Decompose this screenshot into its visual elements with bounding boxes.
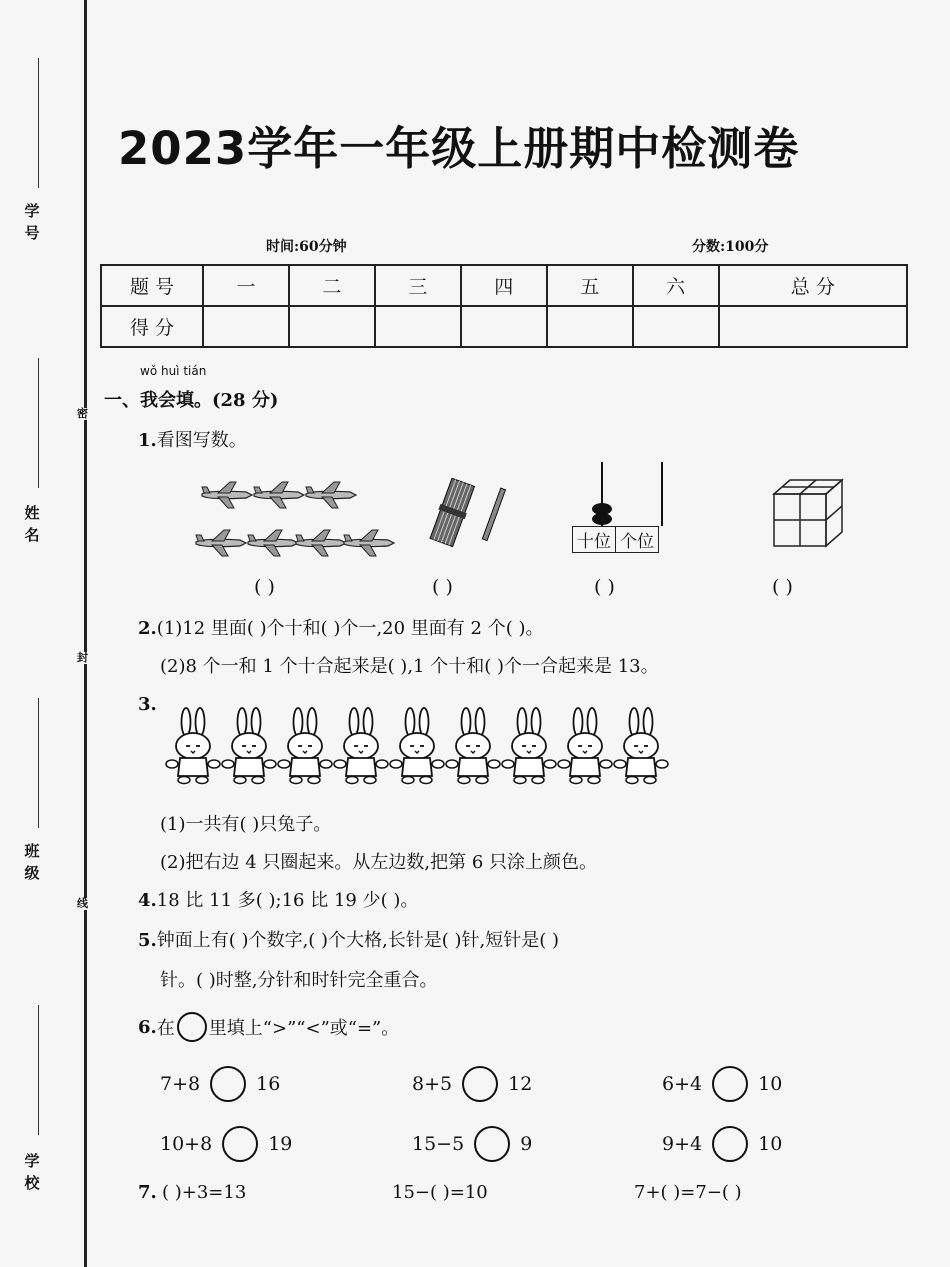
seal-char-feng: 封 <box>77 651 88 664</box>
compare-right: 9 <box>520 1133 533 1155</box>
question-text-before: 在 <box>156 1018 175 1039</box>
question-5-line-2: 针。( )时整,分针和时针完全重合。 <box>160 970 438 991</box>
question-3-line-1: (1)一共有( )只兔子。 <box>160 814 332 835</box>
section-pinyin: wǒ huì tián <box>140 364 207 378</box>
score-blank-cell[interactable] <box>375 306 461 347</box>
answer-blank[interactable]: ( ) <box>594 576 615 598</box>
compare-left: 7+8 <box>160 1073 201 1095</box>
question-number: 1. <box>138 430 157 451</box>
score-header-cell: 题 号 <box>101 265 203 306</box>
score-header-cell: 三 <box>375 265 461 306</box>
abacus-picture <box>572 460 690 532</box>
question-number: 5. <box>138 930 157 951</box>
compare-circle-blank[interactable] <box>712 1066 748 1102</box>
compare-circle-blank[interactable] <box>210 1066 246 1102</box>
compare-item <box>662 1066 782 1102</box>
section-heading: 一、我会填。(28 分) <box>104 390 279 411</box>
equation-blank[interactable]: 7+( )=7−( ) <box>634 1182 742 1203</box>
compare-circle-blank[interactable] <box>712 1126 748 1162</box>
question-2-line-1 <box>138 614 543 640</box>
question-text-after: 里填上“>”“<”或“=”。 <box>208 1018 400 1039</box>
student-no-label: 学 号 <box>24 202 40 242</box>
question-5-line-1 <box>138 926 559 952</box>
sticks-bundle-picture <box>426 478 516 548</box>
compare-item <box>662 1126 782 1162</box>
seal-char-xian: 线 <box>77 897 88 910</box>
compare-left: 10+8 <box>160 1133 213 1155</box>
compare-item <box>412 1126 532 1162</box>
question-6 <box>138 1012 399 1042</box>
cubes-picture <box>770 476 848 550</box>
compare-circle-blank[interactable] <box>462 1066 498 1102</box>
question-text: 看图写数。 <box>156 430 247 451</box>
school-blank-line <box>38 1005 39 1135</box>
abacus-base <box>572 526 659 553</box>
score-table-header-row <box>101 265 907 306</box>
circle-icon <box>177 1012 207 1042</box>
compare-left: 8+5 <box>412 1073 453 1095</box>
question-number: 3. <box>138 694 157 715</box>
answer-blank[interactable]: ( ) <box>432 576 453 598</box>
class-blank-line <box>38 698 39 828</box>
abacus-tens-label: 十位 <box>573 527 616 552</box>
score-header-cell: 一 <box>203 265 289 306</box>
question-7 <box>138 1182 157 1203</box>
score-header-cell: 总 分 <box>719 265 907 306</box>
page-title: 2023学年一年级上册期中检测卷 <box>118 122 800 175</box>
question-2-line-2: (2)8 个一和 1 个十合起来是( ),1 个十和( )个一合起来是 13。 <box>160 656 659 677</box>
compare-circle-blank[interactable] <box>222 1126 258 1162</box>
equation-blank[interactable]: ( )+3=13 <box>162 1182 247 1203</box>
question-text: 18 比 11 多( );16 比 19 少( )。 <box>156 890 419 911</box>
equation-blank[interactable]: 15−( )=10 <box>392 1182 488 1203</box>
question-number: 6. <box>138 1016 157 1038</box>
student-no-blank-line <box>38 58 39 188</box>
score-blank-cell[interactable] <box>719 306 907 347</box>
question-number: 2. <box>138 618 157 639</box>
score-header-cell: 五 <box>547 265 633 306</box>
seal-char-mi: 密 <box>77 407 88 420</box>
answer-blank[interactable]: ( ) <box>254 576 275 598</box>
score-blank-cell[interactable] <box>633 306 719 347</box>
compare-circle-blank[interactable] <box>474 1126 510 1162</box>
score-header-cell: 六 <box>633 265 719 306</box>
score-row-label: 得 分 <box>101 306 203 347</box>
class-label: 班 级 <box>24 842 40 882</box>
question-text: (1)12 里面( )个十和( )个一,20 里面有 2 个( )。 <box>156 618 544 639</box>
score-blank-cell[interactable] <box>547 306 633 347</box>
compare-right: 10 <box>758 1133 783 1155</box>
compare-left: 15−5 <box>412 1133 465 1155</box>
score-table-score-row <box>101 306 907 347</box>
abacus-ones-label: 个位 <box>620 532 654 552</box>
score-table <box>100 264 908 348</box>
score-blank-cell[interactable] <box>461 306 547 347</box>
score-blank-cell[interactable] <box>289 306 375 347</box>
question-1 <box>138 426 247 452</box>
name-blank-line <box>38 358 39 488</box>
time-limit: 时间:60分钟 <box>266 239 347 255</box>
question-4 <box>138 886 418 912</box>
question-number: 7. <box>138 1182 157 1203</box>
compare-right: 10 <box>758 1073 783 1095</box>
compare-right: 12 <box>508 1073 533 1095</box>
airplanes-picture <box>190 476 400 572</box>
binding-margin-line <box>84 0 87 1267</box>
score-blank-cell[interactable] <box>203 306 289 347</box>
compare-item <box>160 1126 292 1162</box>
compare-right: 16 <box>256 1073 281 1095</box>
compare-left: 6+4 <box>662 1073 703 1095</box>
compare-left: 9+4 <box>662 1133 703 1155</box>
score-header-cell: 二 <box>289 265 375 306</box>
question-number: 4. <box>138 890 157 911</box>
score-header-cell: 四 <box>461 265 547 306</box>
compare-item <box>412 1066 532 1102</box>
total-score: 分数:100分 <box>692 239 769 255</box>
question-text: 钟面上有( )个数字,( )个大格,长针是( )针,短针是( ) <box>156 930 560 951</box>
school-label: 学 校 <box>24 1152 40 1192</box>
name-label: 姓 名 <box>24 504 40 544</box>
compare-right: 19 <box>268 1133 293 1155</box>
compare-item <box>160 1066 280 1102</box>
question-3-line-2: (2)把右边 4 只圈起来。从左边数,把第 6 只涂上颜色。 <box>160 852 598 873</box>
rabbits-picture <box>164 704 670 790</box>
answer-blank[interactable]: ( ) <box>772 576 793 598</box>
